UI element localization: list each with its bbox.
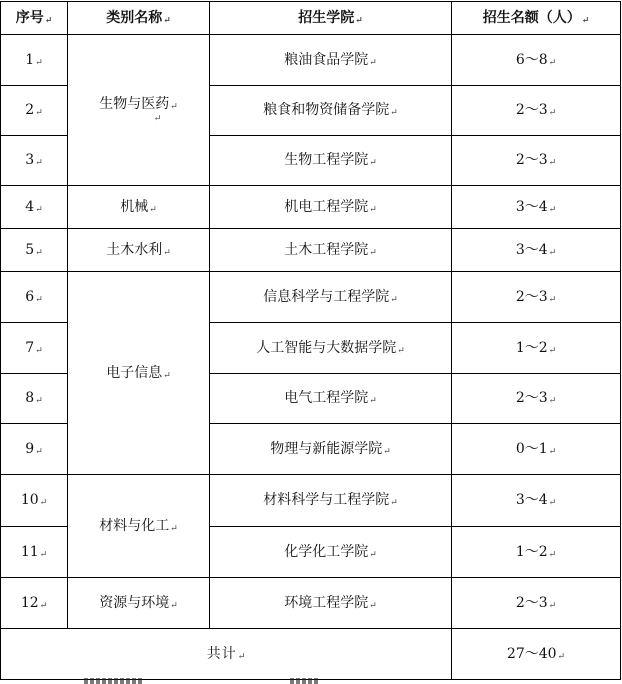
row-number: 4: [25, 198, 35, 215]
table-row: [1, 186, 621, 229]
school-name: 材料科学与工程学院: [263, 492, 390, 509]
quota-cell: [452, 578, 621, 629]
paragraph-mark-icon: ↵: [153, 114, 162, 125]
row-number-cell: [1, 527, 68, 578]
total-label: 共计: [206, 645, 237, 662]
quota-value: 1～2: [515, 543, 548, 560]
paragraph-mark-icon: ↵: [35, 396, 43, 407]
cropped-text-fragment: [84, 678, 144, 684]
header-cell-no: [1, 2, 68, 35]
paragraph-mark-icon: ↵: [35, 446, 43, 457]
quota-value: 6～8: [515, 51, 548, 68]
enrollment-quota-table: [0, 1, 621, 680]
paragraph-mark-icon: ↵: [369, 57, 377, 68]
quota-cell: [452, 186, 621, 229]
paragraph-mark-icon: ↵: [390, 498, 398, 509]
category-name: 电子信息: [106, 364, 163, 381]
paragraph-mark-icon: ↵: [548, 498, 557, 509]
school-name: 生物工程学院: [284, 152, 369, 169]
paragraph-mark-icon: ↵: [149, 204, 157, 215]
paragraph-mark-icon: ↵: [581, 15, 590, 26]
paragraph-mark-icon: ↵: [369, 158, 377, 169]
row-number-cell: [1, 475, 68, 527]
school-cell: [210, 323, 452, 374]
category-name: 生物与医药: [99, 95, 170, 112]
paragraph-mark-icon: ↵: [548, 549, 557, 560]
school-cell: [210, 136, 452, 186]
paragraph-mark-icon: ↵: [397, 345, 405, 356]
paragraph-mark-icon: ↵: [355, 15, 363, 26]
paragraph-mark-icon: ↵: [548, 396, 557, 407]
school-name: 机电工程学院: [284, 198, 369, 215]
row-number: 3: [25, 152, 35, 169]
category-cell: [68, 186, 210, 229]
total-label-cell: [1, 629, 452, 680]
school-cell: [210, 229, 452, 272]
table-row: [1, 578, 621, 629]
paragraph-mark-icon: ↵: [548, 446, 557, 457]
category-name: 机械: [120, 198, 149, 215]
school-cell: [210, 475, 452, 527]
paragraph-mark-icon: ↵: [548, 204, 557, 215]
school-name: 电气工程学院: [284, 390, 369, 407]
paragraph-mark-icon: ↵: [35, 247, 43, 258]
row-number-cell: [1, 86, 68, 136]
school-name: 土木工程学院: [284, 241, 369, 258]
header-cell-category: [68, 2, 210, 35]
quota-cell: [452, 136, 621, 186]
school-cell: [210, 374, 452, 424]
quota-value: 1～2: [515, 339, 548, 356]
quota-cell: [452, 272, 621, 323]
row-number: 7: [25, 339, 35, 356]
quota-value: 2～3: [515, 288, 548, 305]
quota-value: 3～4: [515, 241, 548, 258]
table-row: [1, 35, 621, 86]
header-text: 招生名额（人）: [482, 9, 581, 26]
paragraph-mark-icon: ↵: [369, 549, 377, 560]
row-number-cell: [1, 424, 68, 475]
quota-cell: [452, 527, 621, 578]
school-cell: [210, 272, 452, 323]
paragraph-mark-icon: ↵: [237, 651, 246, 662]
paragraph-mark-icon: ↵: [35, 158, 43, 169]
row-number: 1: [25, 51, 35, 68]
school-cell: [210, 527, 452, 578]
school-name: 信息科学与工程学院: [263, 288, 390, 305]
total-row: [1, 629, 621, 680]
paragraph-mark-icon: ↵: [170, 523, 178, 534]
paragraph-mark-icon: ↵: [163, 247, 171, 258]
row-number-cell: [1, 186, 68, 229]
category-cell: [68, 35, 210, 186]
quota-value: 2～3: [515, 152, 548, 169]
row-number: 2: [25, 102, 35, 119]
paragraph-mark-icon: ↵: [548, 600, 557, 611]
category-cell: [68, 229, 210, 272]
school-name: 物理与新能源学院: [270, 440, 383, 457]
category-cell: [68, 475, 210, 578]
row-number-cell: [1, 229, 68, 272]
quota-cell: [452, 323, 621, 374]
school-cell: [210, 424, 452, 475]
paragraph-mark-icon: ↵: [170, 101, 178, 112]
quota-cell: [452, 86, 621, 136]
school-name: 环境工程学院: [284, 594, 369, 611]
paragraph-mark-icon: ↵: [35, 204, 43, 215]
paragraph-mark-icon: ↵: [369, 247, 377, 258]
school-cell: [210, 35, 452, 86]
paragraph-mark-icon: ↵: [369, 396, 377, 407]
quota-cell: [452, 475, 621, 527]
quota-value: 3～4: [515, 492, 548, 509]
paragraph-mark-icon: ↵: [39, 549, 48, 560]
row-number: 5: [25, 241, 35, 258]
paragraph-mark-icon: ↵: [35, 294, 43, 305]
paragraph-mark-icon: ↵: [163, 15, 171, 26]
header-cell-school: [210, 2, 452, 35]
paragraph-mark-icon: ↵: [369, 600, 377, 611]
school-cell: [210, 578, 452, 629]
quota-cell: [452, 424, 621, 475]
row-number: 9: [25, 440, 35, 457]
table-row: [1, 229, 621, 272]
quota-value: 3～4: [515, 198, 548, 215]
row-number-cell: [1, 136, 68, 186]
row-number: 12: [20, 594, 39, 611]
paragraph-mark-icon: ↵: [44, 15, 53, 26]
school-name: 粮食和物资储备学院: [263, 102, 390, 119]
row-number-cell: [1, 578, 68, 629]
row-number-cell: [1, 323, 68, 374]
paragraph-mark-icon: ↵: [390, 108, 398, 119]
header-cell-quota: [452, 2, 621, 35]
header-text: 招生学院: [298, 9, 355, 26]
row-number: 6: [25, 288, 35, 305]
paragraph-mark-icon: ↵: [548, 57, 557, 68]
category-cell: [68, 272, 210, 475]
total-quota-value: 27～40: [506, 645, 557, 662]
row-number: 8: [25, 390, 35, 407]
school-name: 人工智能与大数据学院: [256, 339, 397, 356]
quota-value: 0～1: [515, 440, 548, 457]
paragraph-mark-icon: ↵: [39, 498, 48, 509]
quota-value: 2～3: [515, 102, 548, 119]
cropped-text-fragment: [290, 678, 320, 684]
header-text: 类别名称: [106, 9, 163, 26]
paragraph-mark-icon: ↵: [369, 204, 377, 215]
row-number: 11: [20, 543, 39, 560]
header-text: 序号: [15, 9, 44, 26]
header-row: [1, 2, 621, 35]
paragraph-mark-icon: ↵: [35, 108, 43, 119]
quota-value: 2～3: [515, 390, 548, 407]
quota-cell: [452, 35, 621, 86]
paragraph-mark-icon: ↵: [390, 294, 398, 305]
category-cell: [68, 578, 210, 629]
paragraph-mark-icon: ↵: [35, 57, 43, 68]
quota-value: 2～3: [515, 594, 548, 611]
row-number: 10: [20, 492, 39, 509]
paragraph-mark-icon: ↵: [35, 345, 43, 356]
paragraph-mark-icon: ↵: [548, 345, 557, 356]
paragraph-mark-icon: ↵: [557, 651, 566, 662]
table-row: [1, 475, 621, 527]
quota-cell: [452, 374, 621, 424]
paragraph-mark-icon: ↵: [163, 370, 171, 381]
category-name: 资源与环境: [99, 594, 170, 611]
paragraph-mark-icon: ↵: [548, 158, 557, 169]
school-name: 粮油食品学院: [284, 51, 369, 68]
row-number-cell: [1, 272, 68, 323]
quota-cell: [452, 229, 621, 272]
paragraph-mark-icon: ↵: [383, 446, 391, 457]
paragraph-mark-icon: ↵: [548, 108, 557, 119]
paragraph-mark-icon: ↵: [170, 600, 178, 611]
table-row: [1, 272, 621, 323]
paragraph-mark-icon: ↵: [548, 294, 557, 305]
paragraph-mark-icon: ↵: [39, 600, 48, 611]
category-name: 材料与化工: [99, 517, 170, 534]
school-cell: [210, 186, 452, 229]
row-number-cell: [1, 374, 68, 424]
paragraph-mark-icon: ↵: [548, 247, 557, 258]
total-quota-cell: [452, 629, 621, 680]
row-number-cell: [1, 35, 68, 86]
school-name: 化学化工学院: [284, 543, 369, 560]
school-cell: [210, 86, 452, 136]
category-name: 土木水利: [106, 241, 163, 258]
